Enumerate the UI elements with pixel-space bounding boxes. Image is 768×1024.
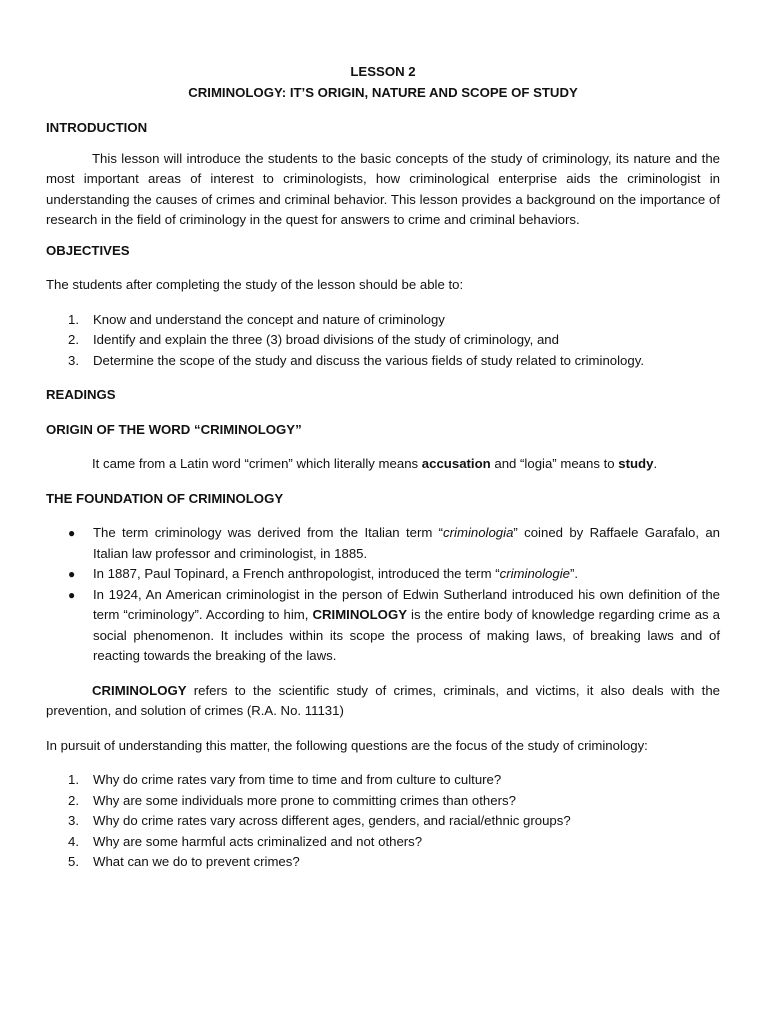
objectives-heading: OBJECTIVES xyxy=(46,242,130,258)
questions-list xyxy=(46,770,720,873)
list-item: 5. What can we do to prevent crimes? xyxy=(68,854,300,869)
list-item: 1. Why do crime rates vary from time to time and from culture to culture? xyxy=(68,772,502,787)
list-item: ● In 1924, An American criminologist in the person of Edwin Sutherland introduced his own definition of the term “criminology”. According to him, CRIMINOLOGY is the entire body of knowledge regarding crime as a social phenomenon. It includes within its scope the process of making laws, of breaking laws and of reacting towards the breaking of the laws. xyxy=(68,586,720,663)
origin-paragraph: It came from a Latin word “crimen” which literally means accusation and “logia” means to study. xyxy=(92,456,658,471)
objectives-list xyxy=(46,310,720,372)
foundation-list xyxy=(46,523,720,667)
bullet-icon: ● xyxy=(68,526,76,540)
questions-lead: In pursuit of understanding this matter, the following questions are the focus of the study of criminology: xyxy=(46,737,648,753)
definition-paragraph: CRIMINOLOGY refers to the scientific study of crimes, criminals, and victims, it also deals with the prevention, and solution of crimes (R.A. No. 11131) xyxy=(46,682,720,718)
list-item: 1. Know and understand the concept and nature of criminology xyxy=(68,311,445,327)
lesson-title: CRIMINOLOGY: IT’S ORIGIN, NATURE AND SCOPE OF STUDY xyxy=(188,84,578,100)
list-item: ● In 1887, Paul Topinard, a French anthropologist, introduced the term “criminologie”. xyxy=(46,564,720,585)
bullet-icon: ● xyxy=(68,567,76,581)
origin-heading: ORIGIN OF THE WORD “CRIMINOLOGY” xyxy=(46,421,302,437)
list-item: 2. Identify and explain the three (3) broad divisions of the study of criminology, and xyxy=(68,332,559,347)
readings-heading: READINGS xyxy=(46,387,116,402)
bullet-icon: ● xyxy=(68,587,76,602)
list-item: 3. Why do crime rates vary across different ages, genders, and racial/ethnic groups? xyxy=(68,813,571,828)
objectives-lead: The students after completing the study of the lesson should be able to: xyxy=(46,277,464,292)
introduction-heading: INTRODUCTION xyxy=(46,120,148,135)
list-item: 2. Why are some individuals more prone to committing crimes than others? xyxy=(68,792,516,808)
list-item: 4. Why are some harmful acts criminalized and not others? xyxy=(68,833,423,849)
list-item: ● The term criminology was derived from the Italian term “criminologia” coined by Raffaele Garafalo, an Italian law professor and criminologist, in 1885. xyxy=(68,525,720,561)
document-page xyxy=(46,60,720,873)
list-item: 3. Determine the scope of the study and discuss the various fields of study related to criminology. xyxy=(68,352,644,368)
foundation-heading: THE FOUNDATION OF CRIMINOLOGY xyxy=(46,490,284,506)
introduction-paragraph: This lesson will introduce the students to the basic concepts of the study of criminology, its nature and the most important areas of interest to criminologists, how criminological enterprise aids the criminologist in understanding the causes of crimes and criminal behavior. This lesson provides a background on the importance of research in the field of criminology in the quest for answers to crime and criminal behaviors. xyxy=(46,150,720,227)
lesson-number: LESSON 2 xyxy=(350,64,416,79)
